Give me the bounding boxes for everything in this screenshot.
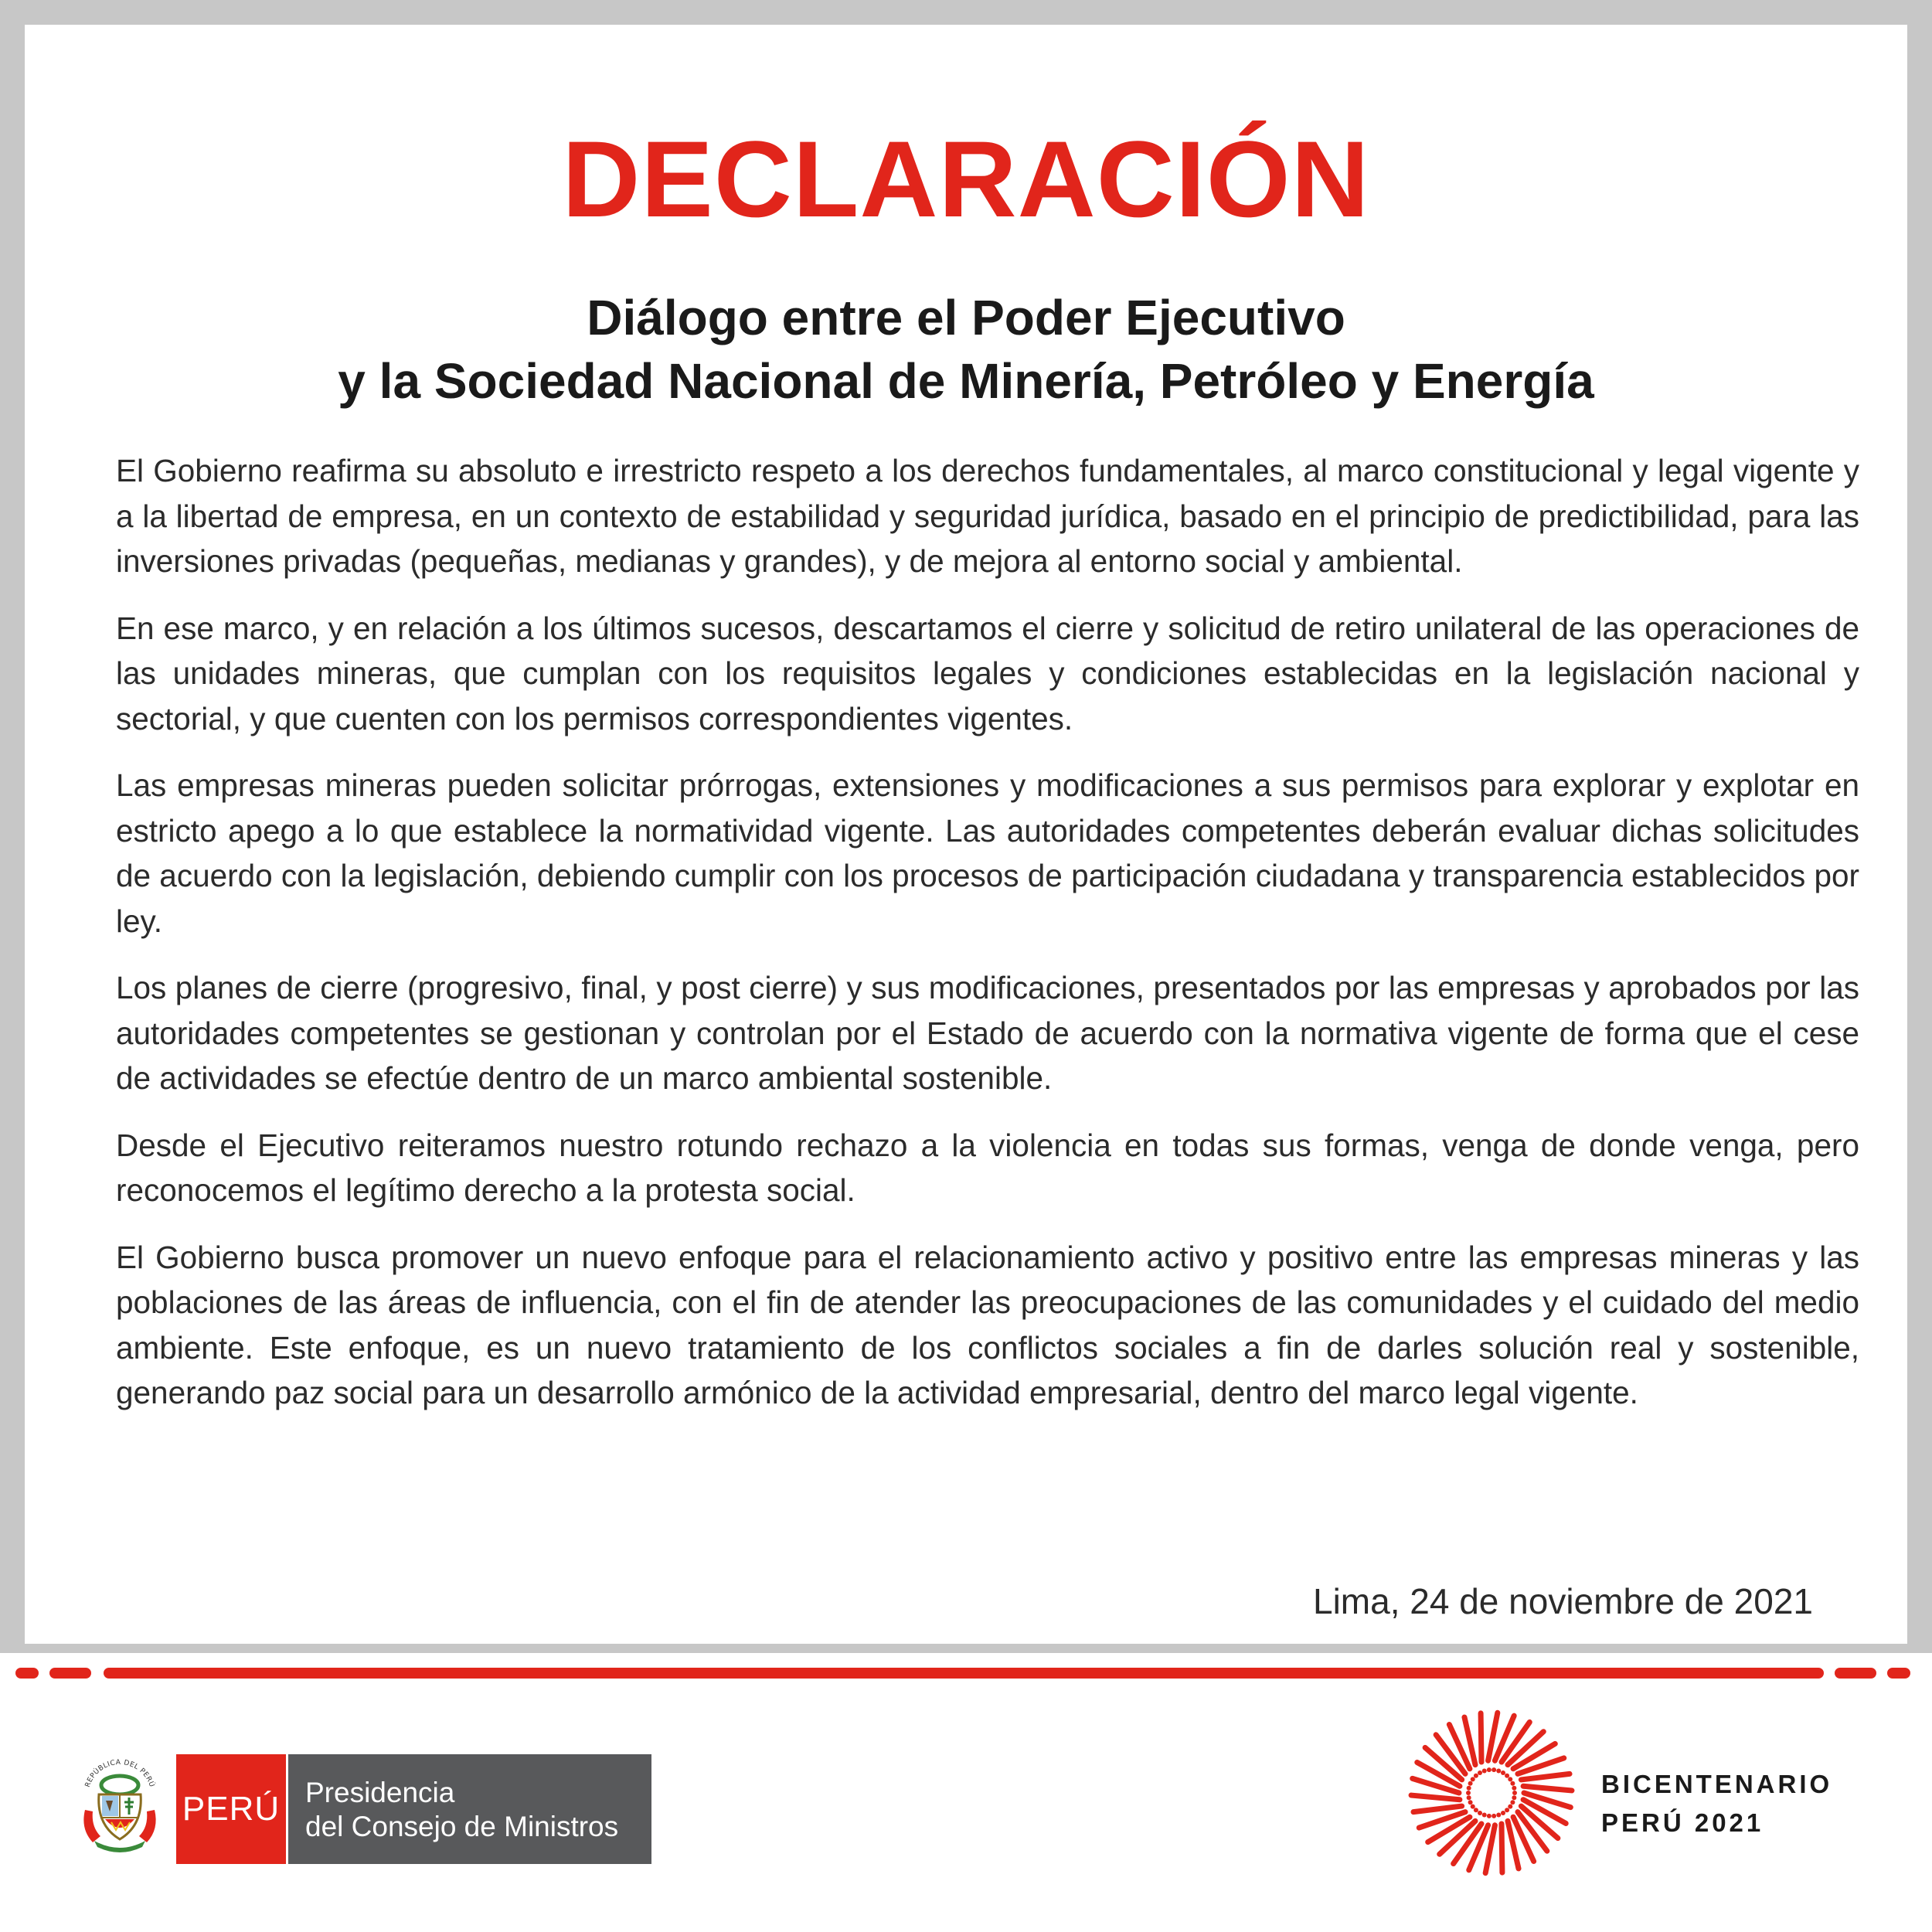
declaration-card — [25, 25, 1907, 1644]
bicentenario-sun-icon — [1406, 1708, 1577, 1878]
paragraph-3: Las empresas mineras pueden solicitar prórrogas, extensiones y modificaciones a sus permisos para explorar y explotar en estricto apego a lo que establece la normatividad vigente. Las autoridades competentes deberán evaluar dichas solicitudes de acuerdo con la legislación, debiendo cumplir con los procesos de participación ciudadana y transparencia establecidos por ley. — [116, 767, 1859, 939]
page-title: DECLARACIÓN — [562, 118, 1370, 240]
pcm-line-1: Presidencia — [305, 1777, 455, 1808]
red-dashed-divider — [0, 1665, 1932, 1682]
paragraph-6: El Gobierno busca promover un nuevo enfoque para el relacionamiento activo y positivo entre las empresas mineras y las poblaciones de las áreas de influencia, con el fin de atender las preocupaciones de las comunidades y el cuidado del medio ambiente. Este enfoque, es un nuevo tratamiento de los conflictos sociales a fin de darles solución real y sostenible, generando paz social para un desarrollo armónico de la actividad empresarial, dentro del marco legal vigente. — [116, 1239, 1859, 1410]
paragraph-4: Los planes de cierre (progresivo, final, y post cierre) y sus modificaciones, presentados por las empresas y aprobados por las autoridades competentes se gestionan y controlan por el Estado de acuerdo con la normativa vigente de forma que el cese de actividades se efectúe dentro de un marco ambiental sostenible. — [116, 970, 1859, 1096]
declaration-body — [116, 448, 1859, 1437]
bicentenario-line-1: BICENTENARIO — [1601, 1770, 1833, 1798]
subtitle-line-1: Diálogo entre el Poder Ejecutivo — [587, 290, 1345, 345]
subtitle — [25, 286, 1907, 413]
coat-of-arms-icon — [77, 1756, 162, 1856]
peru-label: PERÚ — [176, 1754, 286, 1864]
paragraph-1: El Gobierno reafirma su absoluto e irrestricto respeto a los derechos fundamentales, al marco constitucional y legal vigente y a la libertad de empresa, en un contexto de estabilidad y seguridad jurídica, basado en el principio de predictibilidad, para las inversiones privadas (pequeñas, medianas y grandes), y de mejora al entorno social y ambiental. — [116, 453, 1859, 579]
bicentenario-line-2: PERÚ 2021 — [1601, 1808, 1764, 1837]
pcm-name — [288, 1754, 651, 1864]
pcm-line-2: del Consejo de Ministros — [305, 1811, 619, 1842]
declaration-date: Lima, 24 de noviembre de 2021 — [1313, 1581, 1813, 1621]
subtitle-line-2: y la Sociedad Nacional de Minería, Petróleo y Energía — [338, 353, 1594, 409]
paragraph-5: Desde el Ejecutivo reiteramos nuestro rotundo rechazo a la violencia en todas sus formas, venga de donde venga, pero reconocemos el legítimo derecho a la protesta social. — [116, 1127, 1859, 1208]
paragraph-2: En ese marco, y en relación a los últimos sucesos, descartamos el cierre y solicitud de retiro unilateral de las operaciones de las unidades mineras, que cumplan con los requisitos legales y condiciones establecidas en la legislación nacional y sectorial, y que cuenten con los permisos correspondientes vigentes. — [116, 610, 1859, 736]
svg-text:REPÚBLICA DEL PERÚ: REPÚBLICA DEL PERÚ — [83, 1758, 156, 1789]
bicentenario-logo-text — [1601, 1765, 1832, 1842]
